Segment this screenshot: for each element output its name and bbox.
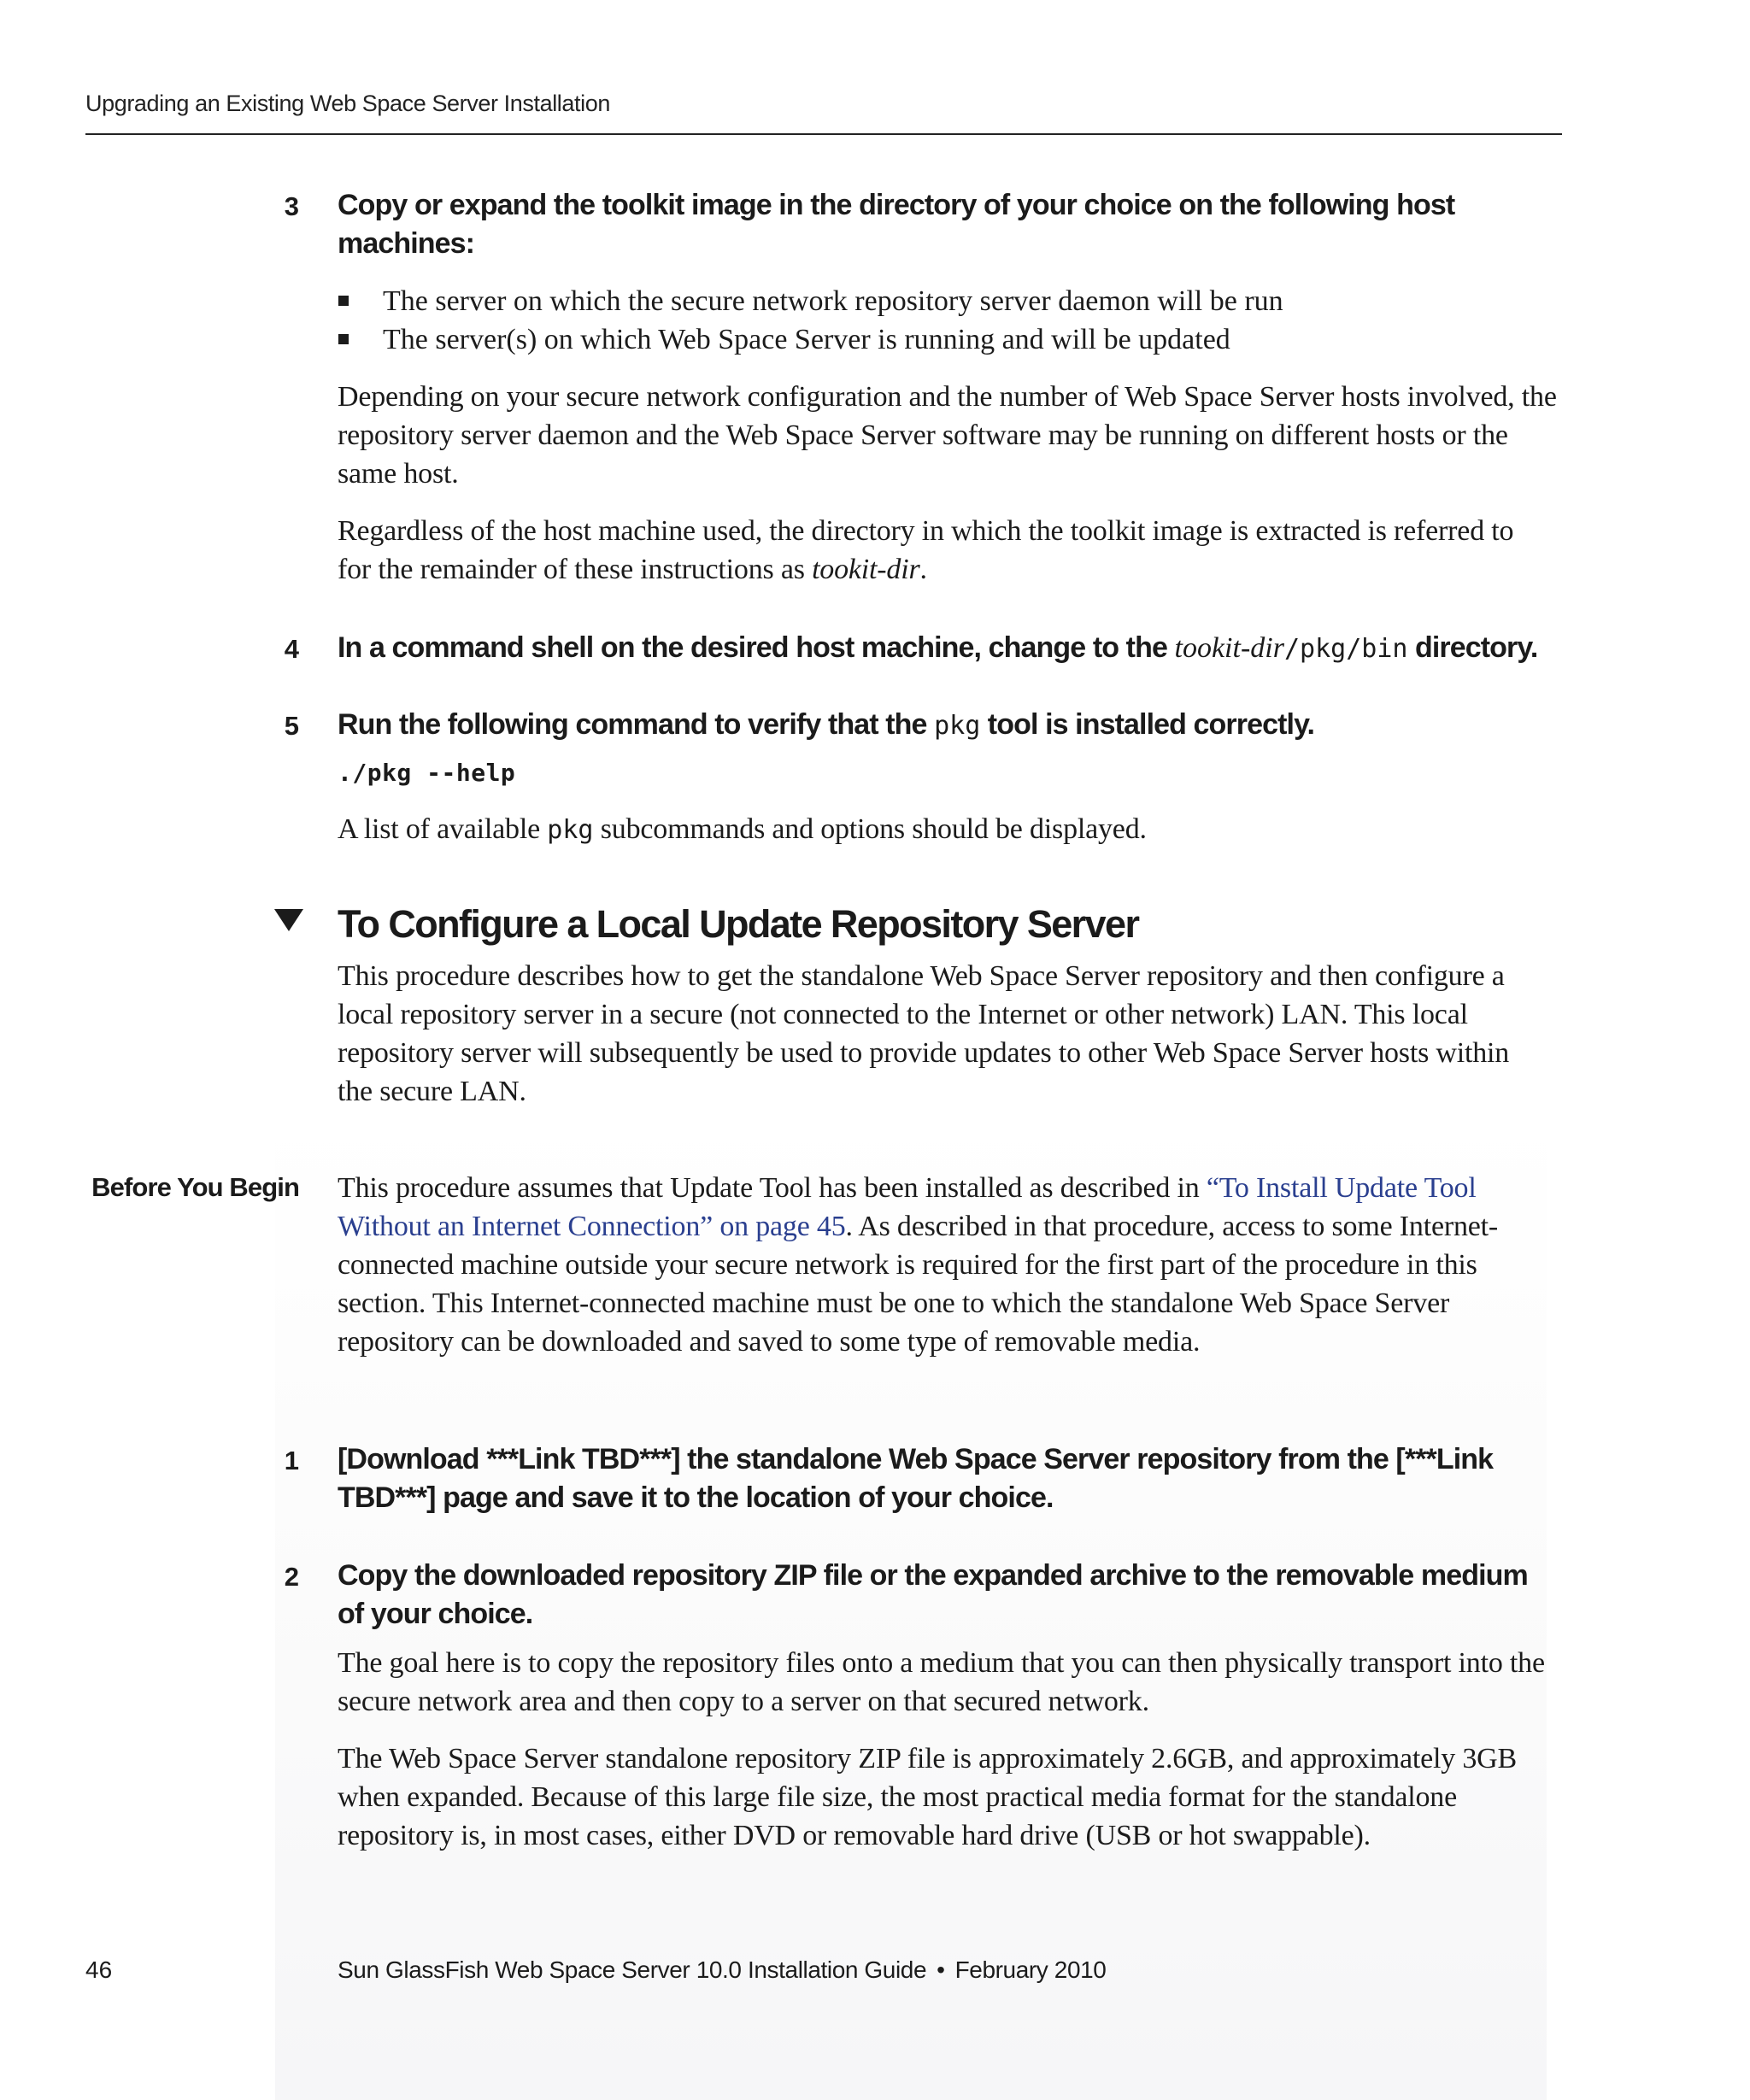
step-heading: Copy or expand the toolkit image in the directory of your choice on the following host machines: [338, 189, 1455, 260]
step-heading-text: directory. [1407, 631, 1538, 664]
paragraph: This procedure describes how to get the standalone Web Space Server repository and then configure a local repository server in a secure (not connected to the Internet or other network) LAN. This local repository server will subsequently be used to provide updates to other Web Space Server hosts within the secure LAN. [338, 960, 1510, 1107]
step-number: 3 [284, 191, 299, 221]
footer-date: February 2010 [954, 1956, 1107, 1983]
bullet-square-icon [338, 296, 349, 306]
code-term: pkg [934, 711, 981, 741]
code-path: /pkg/bin [1283, 634, 1408, 664]
footer [338, 1956, 1106, 1984]
list-item-text: The server on which the secure network repository server daemon will be run [383, 285, 1283, 317]
list-item-text: The server(s) on which Web Space Server is running and will be updated [383, 324, 1230, 355]
bullet-square-icon [338, 334, 349, 344]
running-header: Upgrading an Existing Web Space Server Installation [85, 91, 610, 116]
footer-doc-title: Sun GlassFish Web Space Server 10.0 Installation Guide [338, 1956, 927, 1983]
list-item [338, 282, 1551, 320]
paragraph-text: subcommands and options should be displayed. [593, 813, 1147, 845]
bullet-list [338, 282, 1551, 359]
emphasis-term: tookit-dir [812, 554, 920, 585]
paragraph: The Web Space Server standalone repository ZIP file is approximately 2.6GB, and approximately 3GB when expanded. Because of this large file size, the most practical media format for the standalone repository is, in most cases, either DVD or removable hard drive (USB or hot swappable). [338, 1743, 1518, 1851]
emphasis-term: tookit-dir [1174, 632, 1284, 664]
step-heading [338, 706, 1551, 745]
step-heading-text: Run the following command to verify that the [338, 708, 935, 741]
paragraph [338, 810, 1568, 849]
section-title: To Configure a Local Update Repository Server [338, 902, 1139, 946]
page-number: 46 [85, 1956, 113, 1983]
paragraph: Depending on your secure network configuration and the number of Web Space Server hosts involved, the repository server daemon and the Web Space Server software may be running on different hosts or the same host. [338, 381, 1557, 490]
header-rule [85, 133, 1562, 135]
paragraph-text: . As described in that procedure, access to some Internet-connected machine outside your secure network is required for the first part of the procedure in this section. This Internet-connected machine must be one to which the standalone Web Space Server repository can be downloaded and saved to some type of removable media. [338, 1211, 1499, 1358]
paragraph-text: A list of available [338, 813, 548, 845]
step-heading [338, 629, 1551, 668]
paragraph: The goal here is to copy the repository files onto a medium that you can then physically transport into the secure network area and then copy to a server on that secured network. [338, 1647, 1545, 1717]
step-heading-text: tool is installed correctly. [980, 708, 1315, 741]
list-item [338, 320, 1551, 359]
section-triangle-icon [274, 909, 303, 931]
step-number: 4 [284, 634, 299, 664]
paragraph-text: Regardless of the host machine used, the directory in which the toolkit image is extracted is referred to for the remainder of these instructions as [338, 515, 1514, 585]
footer-separator: • [937, 1956, 945, 1983]
paragraph [338, 512, 1551, 589]
before-you-begin-label: Before You Begin [91, 1172, 299, 1202]
step-number: 1 [284, 1446, 299, 1475]
paragraph-end: . [919, 554, 927, 585]
paragraph-text: This procedure assumes that Update Tool has been installed as described in [338, 1172, 1207, 1204]
code-term: pkg [547, 815, 594, 845]
paragraph [338, 1169, 1559, 1361]
step-number: 2 [284, 1562, 299, 1592]
command-example: ./pkg --help [338, 759, 516, 787]
step-heading-text: In a command shell on the desired host machine, change to the [338, 631, 1175, 664]
cross-reference-link[interactable]: “To Install Update Tool Without an Internet Connection” on page 45 [338, 1172, 1477, 1242]
step-heading: Copy the downloaded repository ZIP file or the expanded archive to the removable medium of your choice. [338, 1559, 1528, 1630]
step-number: 5 [284, 711, 299, 741]
step-heading: [Download ***Link TBD***] the standalone Web Space Server repository from the [***Link TBD***] page and save it to the location of your choice. [338, 1443, 1494, 1514]
